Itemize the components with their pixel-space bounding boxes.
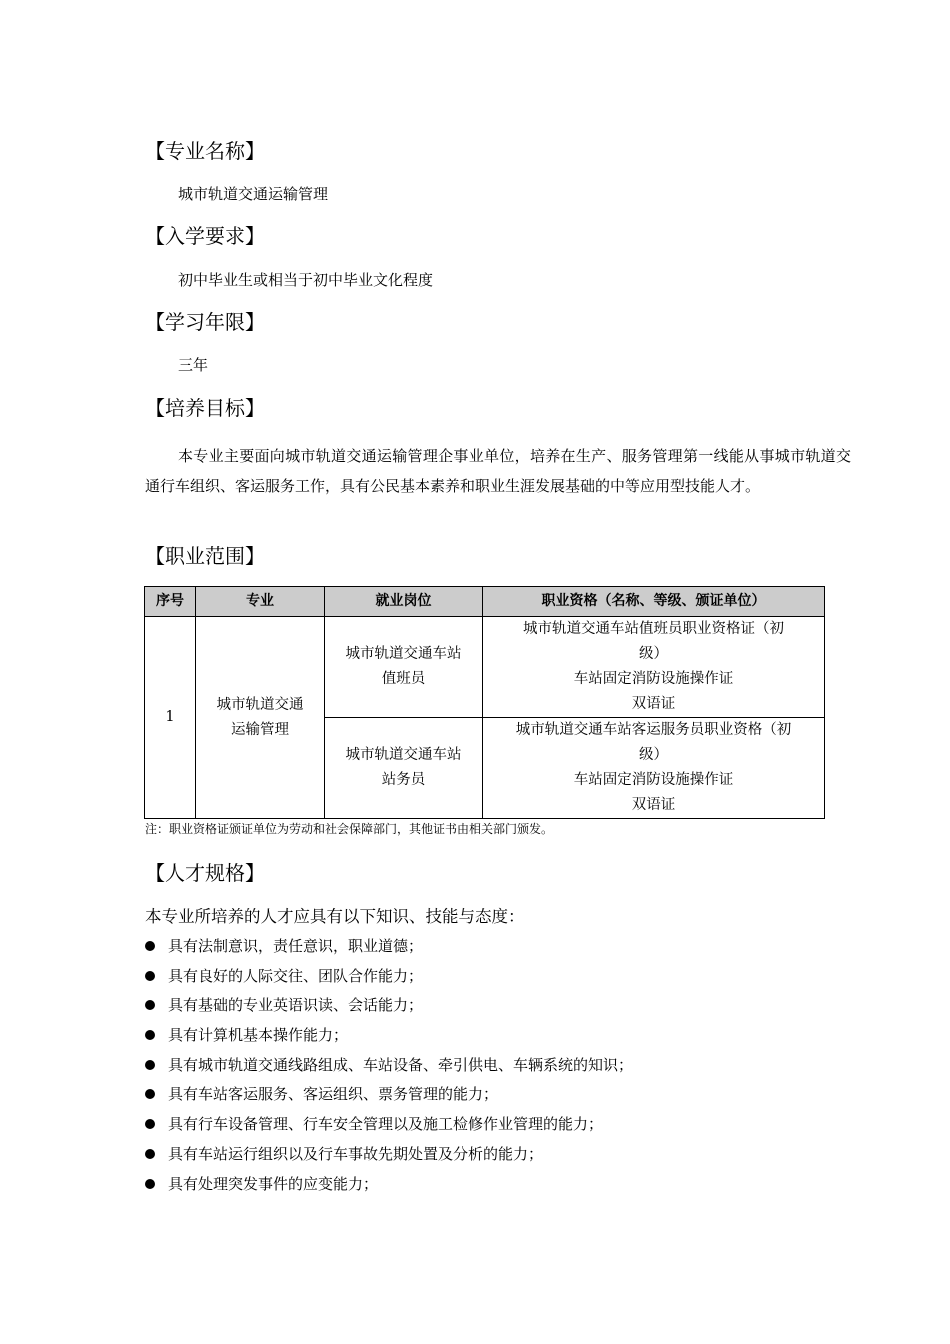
heading-goal: 【培养目标】 — [145, 396, 265, 420]
duration-text: 三年 — [178, 356, 209, 374]
heading-career: 【职业范围】 — [145, 544, 265, 568]
heading-admission: 【入学要求】 — [145, 224, 265, 248]
post-line: 值班员 — [381, 671, 426, 687]
list-item-text: 具有城市轨道交通线路组成、车站设备、牵引供电、车辆系统的知识； — [168, 1055, 634, 1074]
cell-major — [196, 617, 325, 819]
table-header-row — [145, 587, 825, 617]
bullet-icon — [145, 1119, 155, 1129]
header-post: 就业岗位 — [325, 587, 483, 617]
post-line: 站务员 — [381, 772, 426, 788]
cell-post — [325, 617, 483, 718]
list-item — [145, 1173, 633, 1203]
list-item-text: 具有计算机基本操作能力； — [168, 1026, 349, 1045]
qualification-line: 车站固定消防设施操作证 — [573, 671, 734, 687]
list-item-text: 具有法制意识，责任意识，职业道德； — [168, 937, 424, 955]
table-row — [145, 617, 825, 718]
list-item — [145, 1054, 633, 1084]
major-name-text: 城市轨道交通运输管理 — [178, 185, 329, 203]
heading-talent: 【人才规格】 — [145, 861, 265, 885]
list-item-text: 具有车站运行组织以及行车事故先期处置及分析的能力； — [168, 1144, 544, 1163]
list-item — [145, 1024, 633, 1054]
list-item — [145, 1113, 633, 1143]
header-major: 专业 — [196, 587, 325, 617]
post-line: 城市轨道交通车站 — [345, 646, 462, 662]
admission-text: 初中毕业生或相当于初中毕业文化程度 — [178, 271, 434, 289]
bullet-icon — [145, 1030, 155, 1040]
list-item-text: 具有良好的人际交往、团队合作能力； — [168, 966, 424, 985]
list-item — [145, 965, 633, 995]
heading-major-name: 【专业名称】 — [145, 139, 265, 163]
qualification-line: 双语证 — [631, 797, 676, 813]
list-item-text: 具有行车设备管理、行车安全管理以及施工检修作业管理的能力； — [168, 1115, 604, 1134]
cell-seq: 1 — [145, 617, 196, 819]
major-line: 城市轨道交通 — [216, 696, 304, 713]
list-item — [145, 1143, 633, 1173]
goal-text: 本专业主要面向城市轨道交通运输管理企事业单位，培养在生产、服务管理第一线能从事城市轨道交通行车组织、客运服务工作，具有公民基本素养和职业生涯发展基础的中等应用型技能人才。 — [145, 447, 851, 495]
list-item — [145, 935, 633, 965]
bullet-icon — [145, 1000, 155, 1010]
qualification-line: 车站固定消防设施操作证 — [573, 772, 734, 788]
qualification-line: 级） — [639, 747, 668, 763]
qualification-line: 城市轨道交通车站值班员职业资格证（初 — [523, 621, 784, 637]
career-table — [144, 586, 825, 819]
qualification-line: 城市轨道交通车站客运服务员职业资格（初 — [515, 722, 792, 738]
qualification-line: 双语证 — [631, 696, 676, 712]
bullet-icon — [145, 1060, 155, 1070]
header-qualification: 职业资格（名称、等级、颁证单位） — [483, 587, 825, 617]
post-line: 城市轨道交通车站 — [345, 747, 462, 763]
cell-qualification — [483, 718, 825, 819]
list-item-text: 具有车站客运服务、客运组织、票务管理的能力； — [168, 1085, 499, 1104]
talent-list — [145, 935, 633, 1202]
cell-post — [325, 718, 483, 819]
bullet-icon — [145, 1149, 155, 1159]
talent-intro: 本专业所培养的人才应具有以下知识、技能与态度： — [145, 907, 525, 926]
bullet-icon — [145, 1089, 155, 1099]
header-seq: 序号 — [145, 587, 196, 617]
list-item-text: 具有基础的专业英语识读、会话能力； — [168, 996, 424, 1015]
bullet-icon — [145, 941, 155, 951]
cell-qualification — [483, 617, 825, 718]
list-item — [145, 994, 633, 1024]
heading-duration: 【学习年限】 — [145, 310, 265, 334]
list-item-text: 具有处理突发事件的应变能力； — [168, 1174, 379, 1193]
table-note: 注：职业资格证颁证单位为劳动和社会保障部门，其他证书由相关部门颁发。 — [145, 822, 554, 836]
list-item — [145, 1083, 633, 1113]
bullet-icon — [145, 1179, 155, 1189]
qualification-line: 级） — [639, 646, 668, 662]
bullet-icon — [145, 971, 155, 981]
major-line: 运输管理 — [231, 721, 289, 738]
